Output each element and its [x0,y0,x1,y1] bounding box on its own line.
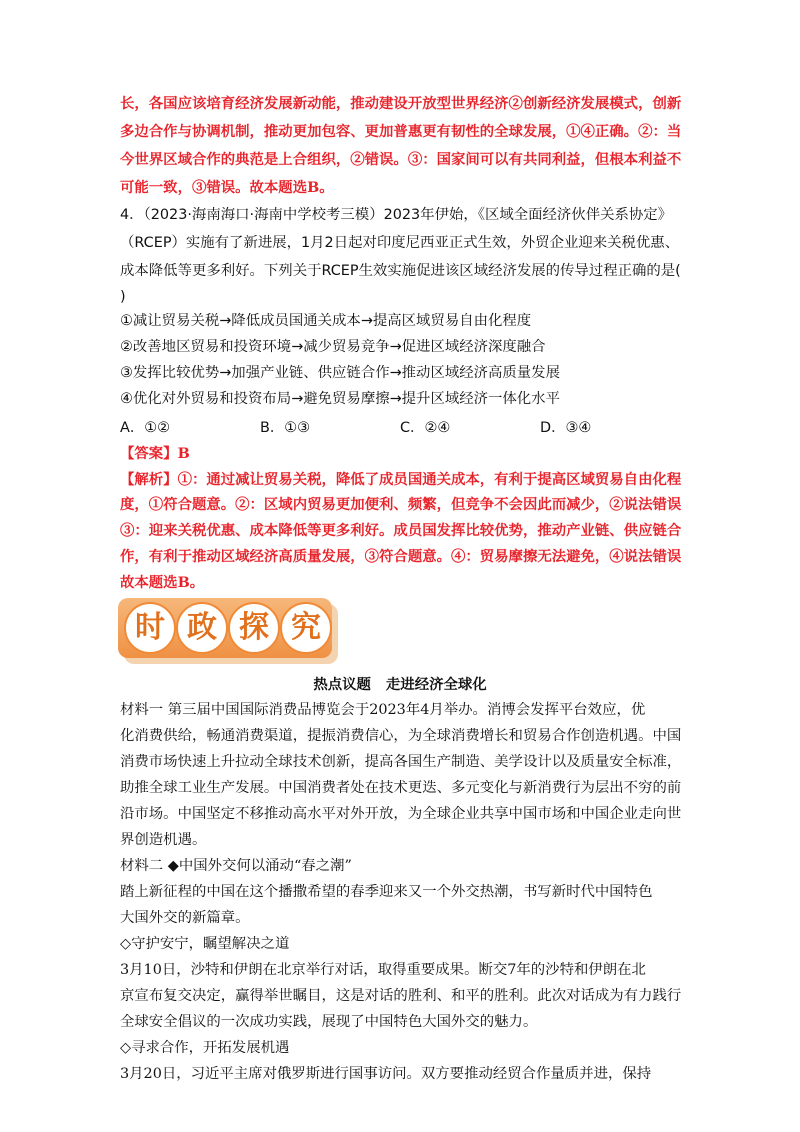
answer-line: 今世界区域合作的典范是上合组织，②错误。③：国家间可以有共同利益，但根本利益不 [120,151,682,168]
answer-key: 【答案】B [120,445,190,462]
analysis-line: ③：迎来关税优惠、成本降低等更多利好。成员国发挥比较优势，推动产业链、供应链合 [120,522,682,539]
material-line: ◇守护安宁，瞩望解决之道 [120,936,290,952]
banner-char: 时 [124,602,176,654]
banner-char: 政 [176,602,228,654]
material-line: ◇寻求合作，开拓发展机遇 [120,1040,290,1056]
material-line: 沿市场。中国坚定不移推动高水平对外开放，为全球企业共享中国市场和中国企业走向世 [120,806,682,822]
option-c: C．②④ [400,420,451,436]
material-line: 材料二 ◆中国外交何以涌动“春之潮” [120,858,352,874]
material-line: 化消费供给，畅通消费渠道，提振消费信心，为全球消费增长和贸易合作创造机遇。中国 [120,728,682,744]
answer-line: 可能一致，③错误。故本题选B。 [120,179,334,196]
material-line: 界创造机遇。 [120,832,207,848]
banner-char: 究 [280,602,332,654]
section-banner [118,598,332,658]
banner-char: 探 [228,602,280,654]
question-line: （RCEP）实施有了新进展，1月2日起对印度尼西亚正式生效，外贸企业迎来关税优惠、 [120,235,680,251]
material-line: 材料一 第三届中国国际消费品博览会于2023年4月举办。消博会发挥平台效应，优 [120,702,646,718]
statement-item: ④优化对外贸易和投资布局→避免贸易摩擦→提升区域经济一体化水平 [120,391,560,407]
material-line: 消费市场快速上升拉动全球技术创新，提高各国生产制造、美学设计以及质量安全标准， [120,754,682,770]
answer-line: 多边合作与协调机制，推动更加包容、更加普惠更有韧性的全球发展，①④正确。②：当 [120,123,682,140]
analysis-line: 故本题选B。 [120,574,205,591]
material-line: 踏上新征程的中国在这个播撒希望的春季迎来又一个外交热潮，书写新时代中国特色 [120,884,653,900]
statement-item: ③发挥比较优势→加强产业链、供应链合作→推动区域经济高质量发展 [120,365,560,381]
option-b: B．①③ [260,420,311,436]
material-line: 3月10日，沙特和伊朗在北京举行对话，取得重要成果。断交7年的沙特和伊朗在北 [120,962,646,978]
statement-item: ①减让贸易关税→降低成员国通关成本→提高区域贸易自由化程度 [120,313,532,329]
material-line: 全球安全倡议的一次成功实践，展现了中国特色大国外交的魅力。 [120,1014,538,1030]
question-line: 成本降低等更多利好。下列关于RCEP生效实施促进该区域经济发展的传导过程正确的是( [120,263,681,279]
statement-item: ②改善地区贸易和投资环境→减少贸易竞争→促进区域经济深度融合 [120,339,546,355]
analysis-line: 【解析】①：通过减让贸易关税，降低了成员国通关成本，有利于提高区域贸易自由化程 [120,471,682,488]
answer-options [120,416,680,438]
option-d: D．③④ [540,420,592,436]
question-line: 4．（2023·海南海口·海南中学校考三模）2023年伊始，《区域全面经济伙伴关系协定》 [120,207,673,223]
hot-topic-title: 热点议题 走进经济全球化 [313,677,487,693]
material-line: 京宣布复交决定，赢得举世瞩目，这是对话的胜利、和平的胜利。此次对话成为有力践行 [120,988,682,1004]
material-line: 大国外交的新篇章。 [120,910,250,926]
analysis-line: 度，①符合题意。②：区域内贸易更加便利、频繁，但竞争不会因此而减少，②说法错误 [120,496,682,513]
analysis-line: 作，有利于推动区域经济高质量发展，③符合题意。④：贸易摩擦无法避免，④说法错误 [120,548,682,565]
answer-line: 长，各国应该培育经济发展新动能，推动建设开放型世界经济②创新经济发展模式，创新 [120,95,682,112]
question-line: ) [120,289,126,305]
option-a: A．①② [120,420,171,436]
material-line: 3月20日，习近平主席对俄罗斯进行国事访问。双方要推动经贸合作量质并进，保持 [120,1066,652,1082]
material-line: 助推全球工业生产发展。中国消费者处在技术更迭、多元变化与新消费行为层出不穷的前 [120,780,682,796]
